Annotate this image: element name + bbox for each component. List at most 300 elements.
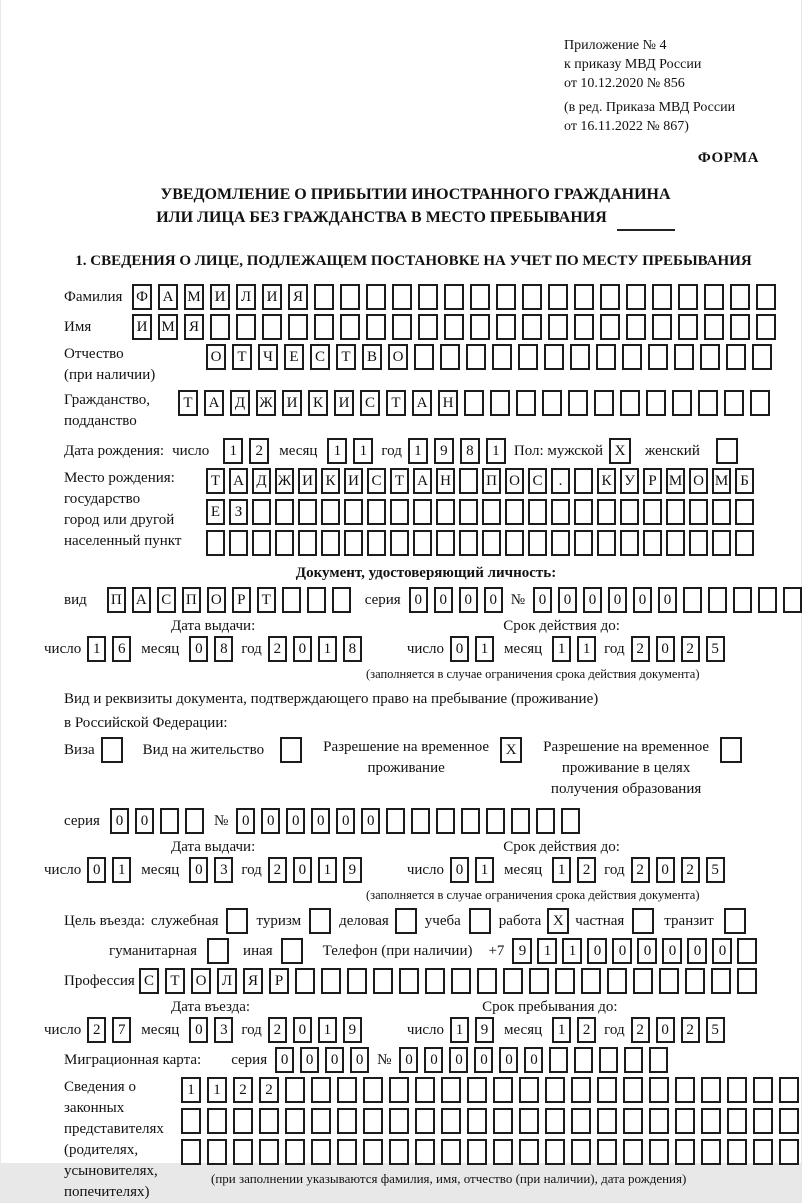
char-cell[interactable]: 0 <box>656 857 675 883</box>
char-cell[interactable] <box>648 344 668 370</box>
char-cell[interactable]: 0 <box>135 808 154 834</box>
char-cell[interactable]: Ж <box>275 468 294 494</box>
char-cell[interactable] <box>451 968 471 994</box>
char-cell[interactable] <box>413 499 432 525</box>
checkbox-cell[interactable] <box>395 908 417 934</box>
char-cell[interactable] <box>708 587 727 613</box>
char-cell[interactable]: 0 <box>361 808 380 834</box>
char-cell[interactable]: 0 <box>656 636 675 662</box>
char-cell[interactable] <box>298 499 317 525</box>
char-cell[interactable]: П <box>482 468 501 494</box>
char-cell[interactable]: Р <box>269 968 289 994</box>
char-cell[interactable] <box>344 499 363 525</box>
char-cell[interactable] <box>392 314 412 340</box>
char-cell[interactable]: 0 <box>87 857 106 883</box>
char-cell[interactable] <box>678 284 698 310</box>
char-cell[interactable] <box>548 284 568 310</box>
char-cell[interactable] <box>347 968 367 994</box>
char-cell[interactable]: Ж <box>256 390 276 416</box>
char-cell[interactable]: 1 <box>318 857 337 883</box>
char-cell[interactable] <box>545 1139 565 1165</box>
char-cell[interactable]: 0 <box>399 1047 418 1073</box>
char-cell[interactable]: 1 <box>577 636 596 662</box>
char-cell[interactable]: А <box>412 390 432 416</box>
char-cell[interactable] <box>620 499 639 525</box>
char-cell[interactable] <box>726 344 746 370</box>
char-cell[interactable]: 9 <box>475 1017 494 1043</box>
char-cell[interactable]: 0 <box>658 587 677 613</box>
char-cell[interactable] <box>712 499 731 525</box>
char-cell[interactable] <box>363 1139 383 1165</box>
char-cell[interactable] <box>626 284 646 310</box>
char-cell[interactable]: М <box>158 314 178 340</box>
char-cell[interactable]: 7 <box>112 1017 131 1043</box>
char-cell[interactable] <box>337 1139 357 1165</box>
char-cell[interactable]: 0 <box>275 1047 294 1073</box>
char-cell[interactable] <box>467 1108 487 1134</box>
char-cell[interactable] <box>511 808 530 834</box>
char-cell[interactable] <box>700 344 720 370</box>
char-cell[interactable] <box>689 530 708 556</box>
char-cell[interactable]: 0 <box>293 636 312 662</box>
char-cell[interactable] <box>259 1108 279 1134</box>
char-cell[interactable]: 0 <box>450 857 469 883</box>
checkbox-cell[interactable] <box>724 908 746 934</box>
char-cell[interactable] <box>340 314 360 340</box>
char-cell[interactable] <box>461 808 480 834</box>
char-cell[interactable]: 2 <box>681 857 700 883</box>
char-cell[interactable] <box>568 390 588 416</box>
char-cell[interactable]: 1 <box>537 938 557 964</box>
char-cell[interactable] <box>252 530 271 556</box>
char-cell[interactable]: 9 <box>343 1017 362 1043</box>
char-cell[interactable] <box>441 1077 461 1103</box>
char-cell[interactable]: 2 <box>259 1077 279 1103</box>
char-cell[interactable] <box>620 530 639 556</box>
char-cell[interactable]: 0 <box>612 938 632 964</box>
char-cell[interactable] <box>672 390 692 416</box>
char-cell[interactable]: 0 <box>450 636 469 662</box>
char-cell[interactable] <box>436 499 455 525</box>
char-cell[interactable]: 0 <box>261 808 280 834</box>
char-cell[interactable]: 9 <box>343 857 362 883</box>
char-cell[interactable] <box>390 530 409 556</box>
char-cell[interactable] <box>505 530 524 556</box>
char-cell[interactable]: 0 <box>499 1047 518 1073</box>
char-cell[interactable] <box>737 968 757 994</box>
char-cell[interactable] <box>701 1139 721 1165</box>
char-cell[interactable] <box>545 1108 565 1134</box>
char-cell[interactable] <box>545 1077 565 1103</box>
char-cell[interactable]: 0 <box>656 1017 675 1043</box>
char-cell[interactable] <box>414 344 434 370</box>
char-cell[interactable] <box>160 808 179 834</box>
char-cell[interactable]: 0 <box>687 938 707 964</box>
char-cell[interactable] <box>675 1139 695 1165</box>
char-cell[interactable]: 0 <box>608 587 627 613</box>
char-cell[interactable]: И <box>298 468 317 494</box>
char-cell[interactable]: 1 <box>562 938 582 964</box>
char-cell[interactable] <box>596 344 616 370</box>
char-cell[interactable]: О <box>191 968 211 994</box>
char-cell[interactable]: 1 <box>327 438 347 464</box>
char-cell[interactable]: 0 <box>637 938 657 964</box>
char-cell[interactable] <box>275 499 294 525</box>
char-cell[interactable] <box>444 284 464 310</box>
char-cell[interactable] <box>311 1077 331 1103</box>
char-cell[interactable] <box>698 390 718 416</box>
char-cell[interactable]: Д <box>252 468 271 494</box>
char-cell[interactable]: С <box>360 390 380 416</box>
char-cell[interactable]: Б <box>735 468 754 494</box>
char-cell[interactable]: 2 <box>577 1017 596 1043</box>
char-cell[interactable]: Р <box>643 468 662 494</box>
char-cell[interactable]: А <box>229 468 248 494</box>
char-cell[interactable]: Л <box>217 968 237 994</box>
char-cell[interactable] <box>685 968 705 994</box>
char-cell[interactable]: 2 <box>268 857 287 883</box>
char-cell[interactable] <box>571 1108 591 1134</box>
char-cell[interactable] <box>518 344 538 370</box>
char-cell[interactable]: Я <box>288 284 308 310</box>
char-cell[interactable]: 1 <box>353 438 373 464</box>
char-cell[interactable] <box>597 1077 617 1103</box>
char-cell[interactable]: 0 <box>583 587 602 613</box>
char-cell[interactable]: 0 <box>286 808 305 834</box>
char-cell[interactable] <box>727 1108 747 1134</box>
char-cell[interactable] <box>600 314 620 340</box>
char-cell[interactable] <box>620 390 640 416</box>
char-cell[interactable] <box>337 1108 357 1134</box>
char-cell[interactable] <box>783 587 802 613</box>
char-cell[interactable] <box>735 530 754 556</box>
char-cell[interactable]: К <box>308 390 328 416</box>
char-cell[interactable] <box>735 499 754 525</box>
char-cell[interactable] <box>389 1139 409 1165</box>
char-cell[interactable] <box>259 1139 279 1165</box>
char-cell[interactable]: Д <box>230 390 250 416</box>
char-cell[interactable] <box>753 1077 773 1103</box>
char-cell[interactable] <box>666 530 685 556</box>
char-cell[interactable] <box>321 530 340 556</box>
char-cell[interactable] <box>570 344 590 370</box>
char-cell[interactable] <box>727 1077 747 1103</box>
char-cell[interactable] <box>262 314 282 340</box>
char-cell[interactable]: П <box>182 587 201 613</box>
char-cell[interactable] <box>275 530 294 556</box>
checkbox-cell[interactable] <box>309 908 331 934</box>
char-cell[interactable]: 0 <box>633 587 652 613</box>
char-cell[interactable] <box>753 1108 773 1134</box>
char-cell[interactable] <box>436 808 455 834</box>
char-cell[interactable] <box>607 968 627 994</box>
char-cell[interactable]: Т <box>232 344 252 370</box>
char-cell[interactable] <box>477 968 497 994</box>
char-cell[interactable] <box>298 530 317 556</box>
char-cell[interactable] <box>704 314 724 340</box>
char-cell[interactable] <box>624 1047 643 1073</box>
char-cell[interactable]: Т <box>390 468 409 494</box>
char-cell[interactable] <box>288 314 308 340</box>
char-cell[interactable]: И <box>344 468 363 494</box>
char-cell[interactable] <box>466 344 486 370</box>
char-cell[interactable] <box>236 314 256 340</box>
checkbox-cell[interactable]: X <box>609 438 631 464</box>
char-cell[interactable] <box>519 1139 539 1165</box>
char-cell[interactable]: 0 <box>325 1047 344 1073</box>
char-cell[interactable] <box>675 1108 695 1134</box>
char-cell[interactable] <box>470 284 490 310</box>
char-cell[interactable]: 2 <box>681 1017 700 1043</box>
char-cell[interactable] <box>597 530 616 556</box>
char-cell[interactable]: 2 <box>681 636 700 662</box>
char-cell[interactable] <box>711 968 731 994</box>
char-cell[interactable]: 8 <box>460 438 480 464</box>
char-cell[interactable]: И <box>262 284 282 310</box>
char-cell[interactable] <box>207 1108 227 1134</box>
char-cell[interactable] <box>444 314 464 340</box>
char-cell[interactable]: С <box>528 468 547 494</box>
char-cell[interactable] <box>548 314 568 340</box>
char-cell[interactable] <box>425 968 445 994</box>
char-cell[interactable] <box>519 1108 539 1134</box>
char-cell[interactable] <box>574 468 593 494</box>
char-cell[interactable] <box>441 1139 461 1165</box>
char-cell[interactable]: 0 <box>533 587 552 613</box>
char-cell[interactable]: 6 <box>112 636 131 662</box>
char-cell[interactable] <box>599 1047 618 1073</box>
char-cell[interactable] <box>551 530 570 556</box>
char-cell[interactable] <box>674 344 694 370</box>
char-cell[interactable] <box>295 968 315 994</box>
char-cell[interactable] <box>633 968 653 994</box>
char-cell[interactable]: А <box>132 587 151 613</box>
char-cell[interactable]: Т <box>206 468 225 494</box>
char-cell[interactable]: С <box>157 587 176 613</box>
char-cell[interactable] <box>206 530 225 556</box>
char-cell[interactable]: Ф <box>132 284 152 310</box>
char-cell[interactable] <box>332 587 351 613</box>
char-cell[interactable] <box>436 530 455 556</box>
char-cell[interactable]: О <box>388 344 408 370</box>
char-cell[interactable] <box>415 1077 435 1103</box>
char-cell[interactable] <box>392 284 412 310</box>
char-cell[interactable] <box>623 1108 643 1134</box>
char-cell[interactable] <box>505 499 524 525</box>
char-cell[interactable]: 5 <box>706 636 725 662</box>
char-cell[interactable]: О <box>207 587 226 613</box>
char-cell[interactable] <box>282 587 301 613</box>
char-cell[interactable] <box>415 1139 435 1165</box>
char-cell[interactable] <box>415 1108 435 1134</box>
char-cell[interactable]: К <box>321 468 340 494</box>
char-cell[interactable]: К <box>597 468 616 494</box>
char-cell[interactable] <box>459 530 478 556</box>
char-cell[interactable]: 8 <box>214 636 233 662</box>
char-cell[interactable] <box>459 468 478 494</box>
char-cell[interactable]: 0 <box>293 1017 312 1043</box>
char-cell[interactable] <box>574 1047 593 1073</box>
char-cell[interactable] <box>210 314 230 340</box>
char-cell[interactable] <box>549 1047 568 1073</box>
char-cell[interactable] <box>623 1139 643 1165</box>
char-cell[interactable] <box>482 499 501 525</box>
char-cell[interactable] <box>467 1077 487 1103</box>
char-cell[interactable]: Е <box>206 499 225 525</box>
char-cell[interactable] <box>207 1139 227 1165</box>
char-cell[interactable] <box>411 808 430 834</box>
char-cell[interactable] <box>516 390 536 416</box>
char-cell[interactable] <box>386 808 405 834</box>
char-cell[interactable] <box>522 284 542 310</box>
char-cell[interactable] <box>366 314 386 340</box>
char-cell[interactable]: 1 <box>181 1077 201 1103</box>
char-cell[interactable]: Т <box>165 968 185 994</box>
char-cell[interactable] <box>659 968 679 994</box>
char-cell[interactable]: М <box>712 468 731 494</box>
char-cell[interactable]: Н <box>436 468 455 494</box>
char-cell[interactable]: П <box>107 587 126 613</box>
char-cell[interactable]: У <box>620 468 639 494</box>
char-cell[interactable] <box>340 284 360 310</box>
char-cell[interactable]: 2 <box>631 857 650 883</box>
char-cell[interactable] <box>597 499 616 525</box>
char-cell[interactable] <box>252 499 271 525</box>
char-cell[interactable]: О <box>689 468 708 494</box>
char-cell[interactable] <box>389 1077 409 1103</box>
char-cell[interactable] <box>229 530 248 556</box>
char-cell[interactable]: О <box>505 468 524 494</box>
char-cell[interactable] <box>649 1139 669 1165</box>
char-cell[interactable] <box>492 344 512 370</box>
char-cell[interactable]: 1 <box>475 857 494 883</box>
char-cell[interactable] <box>464 390 484 416</box>
char-cell[interactable] <box>643 530 662 556</box>
char-cell[interactable]: 0 <box>350 1047 369 1073</box>
char-cell[interactable] <box>311 1139 331 1165</box>
char-cell[interactable]: 0 <box>587 938 607 964</box>
char-cell[interactable]: 0 <box>409 587 428 613</box>
char-cell[interactable]: 0 <box>484 587 503 613</box>
char-cell[interactable]: М <box>666 468 685 494</box>
char-cell[interactable] <box>752 344 772 370</box>
char-cell[interactable]: 0 <box>524 1047 543 1073</box>
char-cell[interactable]: 1 <box>475 636 494 662</box>
char-cell[interactable] <box>574 530 593 556</box>
char-cell[interactable]: 0 <box>311 808 330 834</box>
char-cell[interactable] <box>285 1077 305 1103</box>
char-cell[interactable] <box>440 344 460 370</box>
char-cell[interactable]: 2 <box>249 438 269 464</box>
char-cell[interactable]: Т <box>178 390 198 416</box>
char-cell[interactable]: А <box>413 468 432 494</box>
char-cell[interactable]: 2 <box>87 1017 106 1043</box>
char-cell[interactable]: 0 <box>293 857 312 883</box>
char-cell[interactable]: А <box>158 284 178 310</box>
char-cell[interactable]: 5 <box>706 1017 725 1043</box>
checkbox-cell[interactable] <box>101 737 123 763</box>
char-cell[interactable] <box>363 1077 383 1103</box>
char-cell[interactable] <box>528 499 547 525</box>
char-cell[interactable]: З <box>229 499 248 525</box>
char-cell[interactable] <box>285 1139 305 1165</box>
char-cell[interactable] <box>366 284 386 310</box>
char-cell[interactable]: Я <box>184 314 204 340</box>
char-cell[interactable]: 1 <box>408 438 428 464</box>
checkbox-cell[interactable]: X <box>500 737 522 763</box>
checkbox-cell[interactable] <box>207 938 229 964</box>
char-cell[interactable] <box>544 344 564 370</box>
title-blank-underline[interactable] <box>617 206 675 231</box>
char-cell[interactable]: 1 <box>552 857 571 883</box>
char-cell[interactable] <box>730 314 750 340</box>
char-cell[interactable] <box>321 968 341 994</box>
char-cell[interactable]: 9 <box>512 938 532 964</box>
char-cell[interactable]: 0 <box>424 1047 443 1073</box>
char-cell[interactable] <box>490 390 510 416</box>
char-cell[interactable]: 2 <box>631 636 650 662</box>
char-cell[interactable] <box>733 587 752 613</box>
char-cell[interactable]: 2 <box>577 857 596 883</box>
char-cell[interactable]: Т <box>257 587 276 613</box>
char-cell[interactable] <box>314 314 334 340</box>
char-cell[interactable]: Л <box>236 284 256 310</box>
char-cell[interactable]: 0 <box>459 587 478 613</box>
char-cell[interactable]: 0 <box>336 808 355 834</box>
char-cell[interactable]: И <box>334 390 354 416</box>
char-cell[interactable] <box>571 1077 591 1103</box>
char-cell[interactable] <box>459 499 478 525</box>
char-cell[interactable]: И <box>132 314 152 340</box>
char-cell[interactable] <box>727 1139 747 1165</box>
char-cell[interactable] <box>493 1139 513 1165</box>
char-cell[interactable]: 1 <box>207 1077 227 1103</box>
char-cell[interactable] <box>441 1108 461 1134</box>
char-cell[interactable] <box>399 968 419 994</box>
char-cell[interactable]: 2 <box>268 1017 287 1043</box>
char-cell[interactable] <box>600 284 620 310</box>
char-cell[interactable] <box>496 314 516 340</box>
char-cell[interactable]: В <box>362 344 382 370</box>
char-cell[interactable]: 1 <box>223 438 243 464</box>
char-cell[interactable]: 2 <box>631 1017 650 1043</box>
char-cell[interactable] <box>418 284 438 310</box>
char-cell[interactable] <box>750 390 770 416</box>
char-cell[interactable] <box>555 968 575 994</box>
char-cell[interactable] <box>285 1108 305 1134</box>
checkbox-cell[interactable] <box>632 908 654 934</box>
char-cell[interactable] <box>643 499 662 525</box>
char-cell[interactable]: 5 <box>706 857 725 883</box>
char-cell[interactable]: А <box>204 390 224 416</box>
char-cell[interactable]: Е <box>284 344 304 370</box>
char-cell[interactable]: М <box>184 284 204 310</box>
char-cell[interactable] <box>307 587 326 613</box>
char-cell[interactable]: 0 <box>189 857 208 883</box>
char-cell[interactable]: 0 <box>434 587 453 613</box>
char-cell[interactable] <box>779 1139 799 1165</box>
char-cell[interactable]: 3 <box>214 1017 233 1043</box>
char-cell[interactable] <box>233 1139 253 1165</box>
char-cell[interactable]: И <box>282 390 302 416</box>
char-cell[interactable] <box>493 1077 513 1103</box>
char-cell[interactable] <box>181 1139 201 1165</box>
char-cell[interactable]: С <box>139 968 159 994</box>
char-cell[interactable] <box>712 530 731 556</box>
char-cell[interactable] <box>486 808 505 834</box>
checkbox-cell[interactable] <box>720 737 742 763</box>
char-cell[interactable] <box>675 1077 695 1103</box>
